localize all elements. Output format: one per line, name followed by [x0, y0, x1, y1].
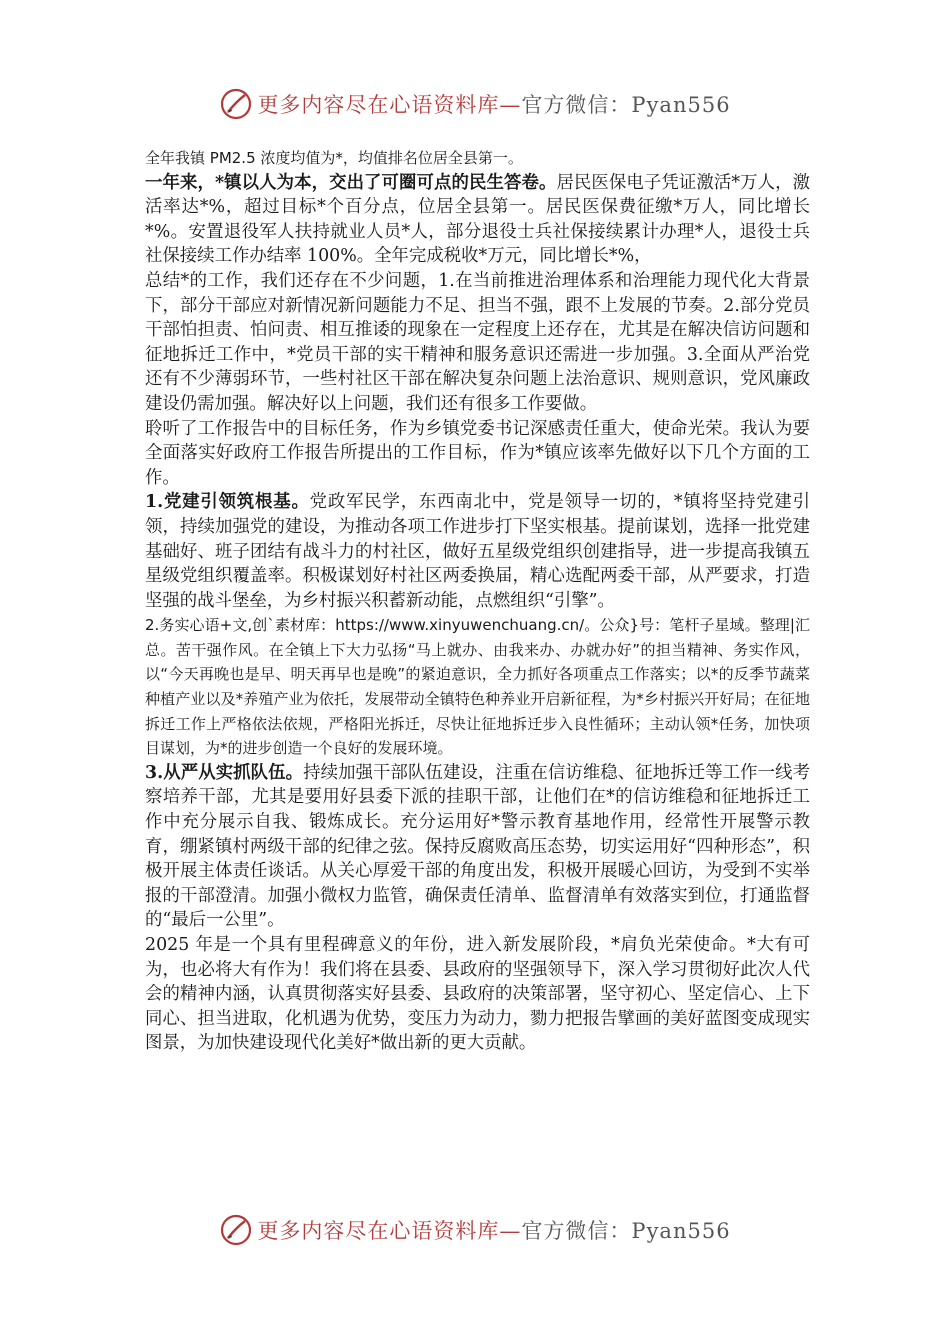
paragraph-team-lead: 3.从严从实抓队伍。 — [145, 762, 304, 783]
paragraph-party-building — [145, 490, 810, 613]
footer-banner — [0, 1210, 950, 1250]
banner-wechat: 官方微信：Pyan556 — [521, 93, 731, 117]
brush-logo-icon — [219, 1213, 253, 1247]
banner-wechat: 官方微信：Pyan556 — [521, 1219, 731, 1243]
header-banner — [0, 84, 950, 124]
document-body — [145, 146, 810, 1056]
banner-title: 更多内容尽在心语资料库— — [257, 93, 522, 117]
paragraph-party-building-lead: 1.党建引领筑根基。 — [145, 492, 310, 513]
paragraph-livelihood-lead: 一年来，*镇以人为本，交出了可圈可点的民生答卷。 — [145, 172, 557, 193]
paragraph-problems: 总结*的工作，我们还存在不少问题，1.在当前推进治理体系和治理能力现代化大背景下，部分干部应对新情况新问题能力不足、担当不强，跟不上发展的节奏。2.部分党员干部怕担责、怕问责、相互推诿的现象在一定程度上还存在，尤其是在解决信访问题和征地拆迁工作中，*党员干部的实干精神和服务意识还需进一步加强。3.全面从严治党还有不少薄弱环节，一些村社区干部在解决复杂问题上法治意识、规则意识，党风廉政建设仍需加强。解决好以上问题，我们还有很多工作要做。 — [145, 270, 810, 414]
paragraph-livelihood-body: 居民医保电子凭证激活*万人，激活率达*%，超过目标*个百分点，位居全县第一。居民医保费征缴*万人，同比增长*%。安置退役军人扶持就业人员*人，部分退役士兵社保接续累计办理*人，退役士兵社保接续工作办结率 100%。全年完成税收*万元，同比增长*%， — [145, 172, 810, 267]
paragraph-conclusion: 2025 年是一个具有里程碑意义的年份，进入新发展阶段，*肩负光荣使命。*大有可为，也必将大有作为！我们将在县委、县政府的坚强领导下，深入学习贯彻好此次人代会的精神内涵，认真贯彻落实好县委、县政府的决策部署，坚守初心、坚定信心、上下同心、担当进取，化机遇为优势，变压力为动力，勠力把报告擘画的美好蓝图变成现实图景，为加快建设现代化美好*做出新的更大贡献。 — [145, 935, 810, 1054]
brush-logo-icon — [219, 87, 253, 121]
banner-title: 更多内容尽在心语资料库— — [257, 1219, 522, 1243]
paragraph-team-body: 持续加强干部队伍建设，注重在信访维稳、征地拆迁等工作一线考察培养干部，尤其是要用好县委下派的挂职干部，让他们在*的信访维稳和征地拆迁工作中充分展示自我、锻炼成长。充分运用好*警示教育基地作用，经常性开展警示教育，绷紧镇村两级干部的纪律之弦。保持反腐败高压态势，切实运用好“四种形态”，积极开展主体责任谈话。从关心厚爱干部的角度出发，积极开展暖心回访，为受到不实举报的干部澄清。加强小微权力监管，确保责任清单、监督清单有效落实到位，打通监督的“最后一公里”。 — [145, 762, 810, 931]
paragraph-work-style: 2.务实心语+文,创`素材库：https://www.xinyuwenchuang.cn/。公众}号：笔杆子星域。整理|汇总。苦干强作风。在全镇上下大力弘扬“马上就办、由我来办、办就办好”的担当精神、务实作风，以“今天再晚也是早、明天再早也是晚”的紧迫意识，全力抓好各项重点工作落实；以*的反季节蔬菜种植产业以及*养殖产业为依托，发展带动全镇特色种养业开启新征程，为*乡村振兴开好局；在征地拆迁工作上严格依法依规，严格阳光拆迁，尽快让征地拆迁步入良性循环；主动认领*任务，加快项目谋划，为*的进步创造一个良好的发展环境。 — [145, 616, 810, 758]
paragraph-goals: 聆听了工作报告中的目标任务，作为乡镇党委书记深感责任重大，使命光荣。我认为要全面落实好政府工作报告所提出的工作目标，作为*镇应该率先做好以下几个方面的工作。 — [145, 418, 810, 488]
paragraph-pm25: 全年我镇 PM2.5 浓度均值为*，均值排名位居全县第一。 — [145, 149, 523, 167]
paragraph-party-building-body: 党政军民学，东西南北中，党是领导一切的，*镇将坚持党建引领，持续加强党的建设，为推动各项工作进步打下坚实根基。提前谋划，选择一批党建基础好、班子团结有战斗力的村社区，做好五星级党组织创建指导，进一步提高我镇五星级党组织覆盖率。积极谋划好村社区两委换届，精心选配两委干部，从严要求，打造坚强的战斗堡垒，为乡村振兴积蓄新动能，点燃组织“引擎”。 — [145, 492, 811, 611]
paragraph-team — [145, 761, 810, 933]
paragraph-livelihood — [145, 171, 810, 269]
